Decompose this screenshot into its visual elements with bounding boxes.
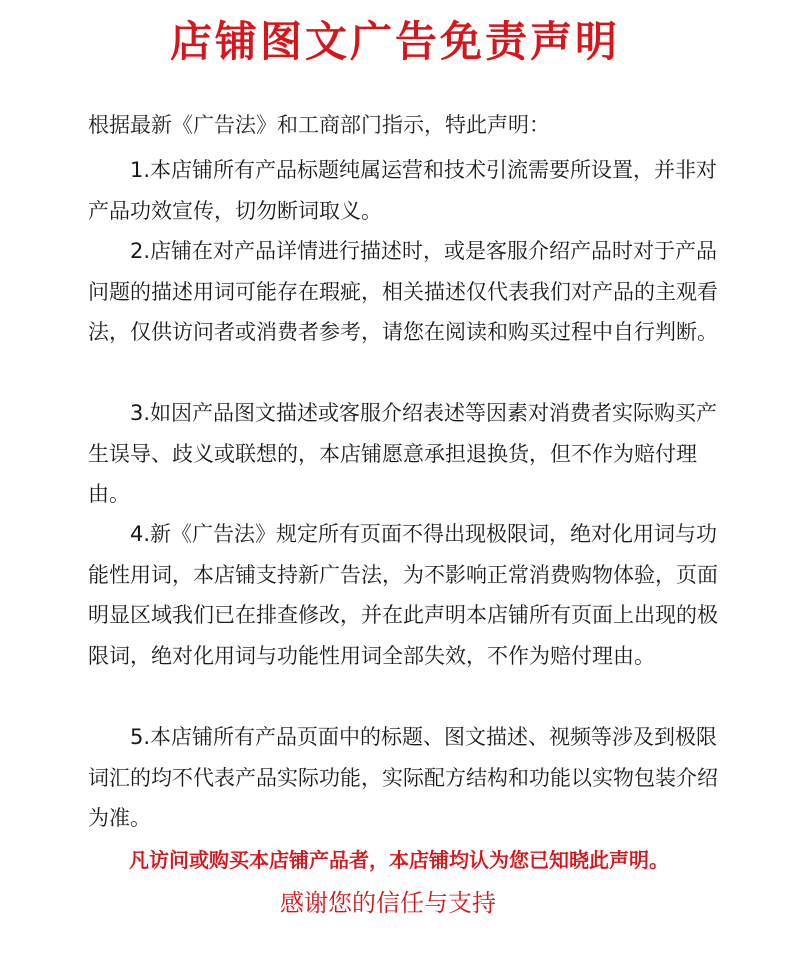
clause-2: 2.店铺在对产品详情进行描述时，或是客服介绍产品时对于产品问题的描述用词可能存在瑕疵，相关描述仅代表我们对产品的主观看法，仅供访问者或消费者参考，请您在阅读和购买过程中自行判断。 <box>88 239 718 345</box>
thanks-message: 感谢您的信任与支持 <box>280 889 496 917</box>
intro-text: 根据最新《广告法》和工商部门指示，特此声明： <box>88 113 550 137</box>
acknowledgement-notice: 凡访问或购买本店铺产品者，本店铺均认为您已知晓此声明。 <box>129 848 669 872</box>
clause-1: 1.本店铺所有产品标题纯属运营和技术引流需要所设置，并非对产品功效宣传，切勿断词取义。 <box>88 158 718 223</box>
page-title: 店铺图文广告免责声明 <box>169 17 620 66</box>
clause-5: 5.本店铺所有产品页面中的标题、图文描述、视频等涉及到极限词汇的均不代表产品实际功能，实际配方结构和功能以实物包装介绍为准。 <box>88 725 718 831</box>
clause-3: 3.如因产品图文描述或客服介绍表述等因素对消费者实际购买产生误导、歧义或联想的，本店铺愿意承担退换货，但不作为赔付理由。 <box>88 401 718 507</box>
clause-4: 4.新《广告法》规定所有页面不得出现极限词，绝对化用词与功能性用词，本店铺支持新广告法，为不影响正常消费购物体验，页面明显区域我们已在排查修改，并在此声明本店铺所有页面上出现的极限词，绝对化用词与功能性用词全部失效，不作为赔付理由。 <box>88 522 718 668</box>
